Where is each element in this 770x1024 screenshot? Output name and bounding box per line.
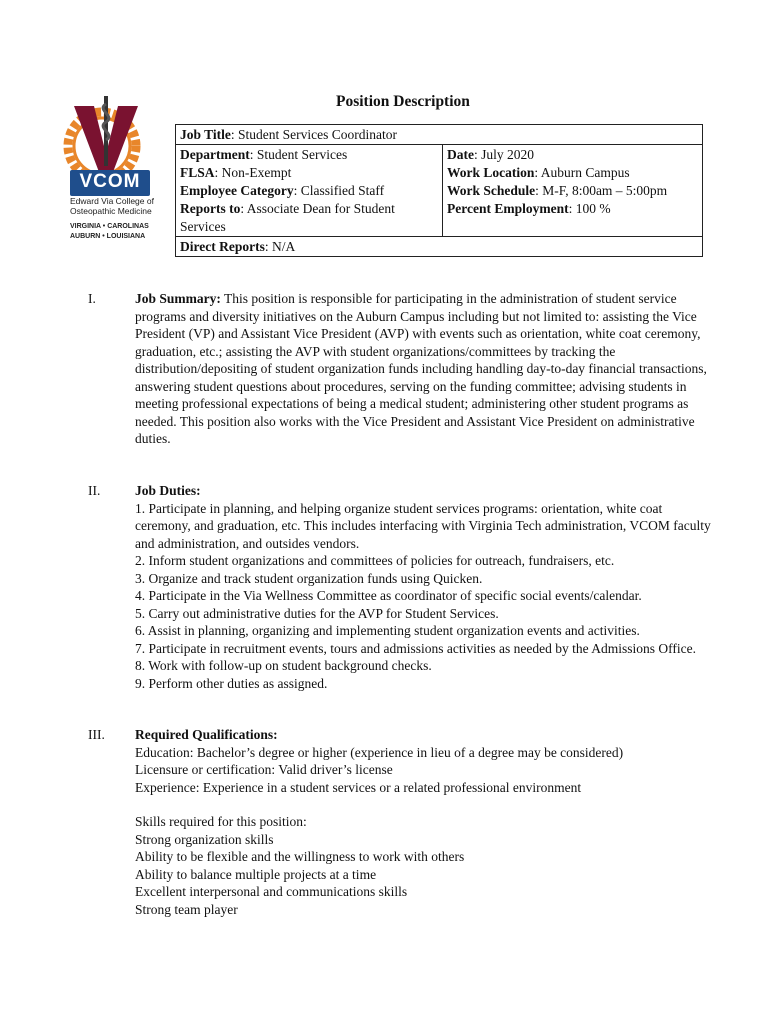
percent-employment-label: Percent Employment [447,201,569,216]
college-line-2: Osteopathic Medicine [70,206,152,216]
category-value: : Classified Staff [293,183,385,198]
job-title-value: : Student Services Coordinator [230,127,397,142]
logo-mark: VCOM [79,171,141,192]
section-number: I. [88,291,96,306]
work-schedule-label: Work Schedule [447,183,536,198]
skill-item: Strong team player [135,901,238,917]
duty-item: 7. Participate in recruitment events, tours and admissions activities as needed by the Admissions Office. [135,640,697,656]
position-info-table [175,124,703,257]
job-title-label: Job Title [180,127,231,142]
job-summary-text: This position is responsible for participating in the administration of student service programs and diversity initiatives on the Auburn Campus including but not limited to: assisting the Vice President (VP) and Assistant Vice President (AVP) with events such as orientation, white coat ceremony, graduation, etc.; assisting the AVP with student organizations/committees by tracking the distribution/depositing of student organization funds including handling day-to-day financial transactions, answering student questions about procedures, serving on the funding committee; advising students in meeting professional expectations of being a medical student; administering other student programs as needed. This position also works with the Vice President and Assistant Vice President on administrative duties. [135,291,707,446]
skill-item: Strong organization skills [135,831,274,847]
left-details-cell [176,145,443,237]
licensure-line: Licensure or certification: Valid driver’s license [135,762,393,777]
direct-reports-value: : N/A [264,239,296,254]
reports-to-label: Reports to [180,201,241,216]
flsa-value: : Non-Exempt [214,165,292,180]
duty-item: 4. Participate in the Via Wellness Committee as coordinator of specific social events/calendar. [135,588,642,603]
college-line-1: Edward Via College of [70,196,154,206]
flsa-label: FLSA [180,165,215,180]
category-label: Employee Category [180,183,294,198]
duty-item: 2. Inform student organizations and committees of policies for outreach, fundraisers, etc. [135,553,615,568]
skill-item: Excellent interpersonal and communications skills [135,884,408,899]
reports-to-value: : Associate Dean for Student Services [180,201,395,234]
page-title: Position Description [336,93,470,110]
date-value: : July 2020 [474,147,535,162]
experience-line: Experience: Experience in a student services or a related professional environment [135,779,582,795]
duty-item: 6. Assist in planning, organizing and implementing student organization events and activities. [135,623,640,638]
qualifications-heading: Required Qualifications: [135,727,278,742]
campus-line-2: AUBURN • LOUISIANA [70,233,146,240]
section-number: III. [88,727,105,742]
duty-item: 3. Organize and track student organization funds using Quicken. [135,570,483,586]
direct-reports-cell [176,237,703,257]
campus-list [70,222,160,242]
job-duties-heading: Job Duties: [135,483,201,498]
duty-item: 8. Work with follow-up on student background checks. [135,658,432,673]
section-number: II. [88,483,101,498]
duty-item: 5. Carry out administrative duties for the AVP for Student Services. [135,605,499,621]
college-name [70,196,160,216]
work-location-label: Work Location [447,165,535,180]
skill-item: Ability to balance multiple projects at a time [135,866,377,882]
direct-reports-label: Direct Reports [180,239,265,254]
education-line: Education: Bachelor’s degree or higher (experience in lieu of a degree may be considered) [135,744,624,760]
job-title-cell [176,125,703,145]
percent-employment-value: : 100 % [568,201,611,216]
campus-line-1: VIRGINIA • CAROLINAS [70,223,149,230]
duty-item: 1. Participate in planning, and helping organize student services programs: orientation, white coat ceremony, and graduation, etc. This includes interfacing with Virginia Tech administration, VCOM faculty and administration, and outsides vendors. [135,500,711,551]
date-label: Date [447,147,474,162]
department-label: Department [180,147,250,162]
department-value: : Student Services [249,147,348,162]
work-location-value: : Auburn Campus [534,165,630,180]
duty-item: 9. Perform other duties as assigned. [135,675,328,691]
skills-intro: Skills required for this position: [135,814,307,829]
job-summary-heading: Job Summary: [135,291,221,306]
skill-item: Ability to be flexible and the willingness to work with others [135,849,465,864]
work-schedule-value: : M-F, 8:00am – 5:00pm [535,183,668,198]
right-details-cell [443,145,703,237]
